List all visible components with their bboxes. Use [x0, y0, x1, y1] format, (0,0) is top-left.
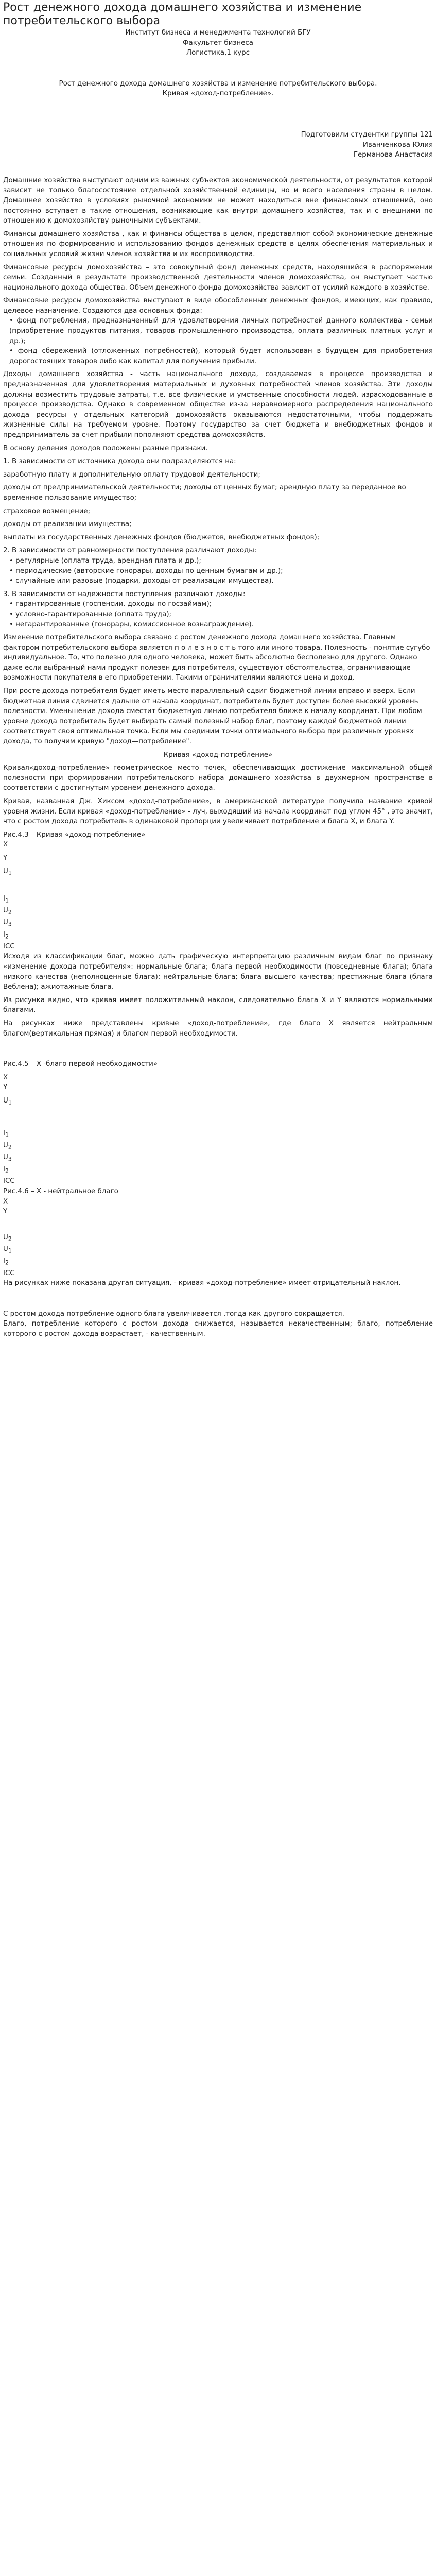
figure-1-labels	[3, 840, 433, 952]
fig-label: ICC	[3, 1177, 15, 1185]
fig-label: $I_2$	[3, 1165, 9, 1175]
bullet-item: • фонд сбережений (отложенных потребностей), который будет использован в будущем для приобретения дорогостоящих товаров либо как капитал для получения прибыли.	[9, 347, 433, 365]
page-title: Рост денежного дохода домашнего хозяйства и изменение потребительского выбора	[3, 1, 362, 27]
paragraph: Финансовые ресурсы домохозяйства выступают в виде обособленных денежных фондов, имеющих, как правило, целевое назначение. Создаются два основных фонда:	[3, 297, 433, 315]
fig-label: $U_1$	[3, 1097, 12, 1106]
paragraph: Доходы домашнего хозяйства - часть национального дохода, создаваемая в процессе производства и предназначенная для удовлетворения материальных и духовных потребностей членов хозяйства. Эти доходы должны возместить трудовые затраты, т.е. все физические и умственные способности людей, израсходованные в процессе производства. Однако в современном обществе из-за неравномерного распределения национального дохода ресурсы у отдельных категорий домохозяйств оказываются недостаточными, чтобы поддержать жизненные силы на требуемом уровне. Поэтому государство за счет бюджета и внебюджетных фондов и предприниматель за счет прибыли пополняют средства домохозяйств.	[3, 370, 433, 439]
paragraph: При росте дохода потребителя будет иметь место параллельный сдвиг бюджетной линии вправо и вверх. Если бюджетная линия сдвинется дальше от начала координат, потребитель будет доступен более высокий уровень полезности. Уменьшение дохода сместит бюджетную линию потребителя ближе к началу координат. При любом уровне дохода потребитель будет выбирать самый полезный набор благ, поэтому каждой бюджетной линии соответствует своя оптимальная точка. Если мы соединим точки оптимального выбора при различных уровнях дохода, то получим кривую "доход—потребление".	[3, 687, 422, 746]
paragraph: доходы от предпринимательской деятельности; доходы от ценных бумаг; арендную плату за переданное во временное пользование имущество;	[3, 484, 406, 502]
paragraph: доходы от реализации имущества;	[3, 520, 132, 529]
fig-label: $U_2$	[3, 1141, 12, 1151]
paragraph: Домашние хозяйства выступают одним из важных субъектов экономической деятельности, от результатов которой зависит не только благосостояние отдельной хозяйственной единицы, но и всего населения страны в целом. Домашнее хозяйство в условиях рыночной экономики не может находиться вне финансовых отношений, оно постоянно вступает в такие отношения, возникающие как внутри домашнего хозяйства, так и с внешними по отношению к домохозяйству рыночными субъектами.	[3, 176, 433, 225]
faculty-line: Факультет бизнеса	[183, 39, 253, 47]
fig-label: Y	[3, 854, 8, 862]
fig-label: $I_1$	[3, 1129, 9, 1139]
fig-label: $U_1$	[3, 1245, 12, 1255]
figure-2-labels	[3, 1070, 433, 1187]
document-page	[0, 1, 436, 1349]
fig-label: $U_3$	[3, 1153, 12, 1163]
fig-label: Y	[3, 1083, 8, 1092]
bullet-item: • случайные или разовые (подарки, доходы от реализации имущества).	[9, 577, 274, 585]
bullet-item: • гарантированные (госпенсии, доходы по госзаймам);	[9, 600, 212, 608]
paragraph: Кривая, названная Дж. Хиксом «доход-потребление», в американской литературе получила название кривой уровня жизни. Если кривая «доход-потребление» - луч, выходящий из начала координат под углом 45° , это значит, что с ростом дохода потребитель в одинаковой пропорции увеличивает потребление и блага X, и блага Y.	[3, 798, 433, 826]
paragraph: Изменение потребительского выбора связано с ростом денежного дохода домашнего хозяйства. Главным фактором потребительского выбора является п о л е з н о с т ь того или иного товара. Полезность - понятие сугубо индивидуальное. То, что полезно для одного человека, может быть абсолютно бесполезно для другого. Однако даже если выбранный нами продукт полезен для потребителя, существуют обстоятельства, ограничивающие возможности покупателя в его приобретении. Такими ограничителями являются цена и доход.	[3, 634, 430, 682]
prepared-by: Подготовили студентки группы 121	[301, 130, 433, 139]
figure-caption: Рис.4.6 – Х - нейтральное благо	[3, 1187, 118, 1195]
paragraph: 1. В зависимости от источника дохода они подразделяются на:	[3, 457, 236, 466]
fig-label: ICC	[3, 1269, 15, 1277]
paragraph: В основу деления доходов положены разные признаки.	[3, 444, 208, 452]
bullet-item: • негарантированные (гонорары, комиссионное вознаграждение).	[9, 620, 254, 629]
fig-label: $I_2$	[3, 930, 9, 940]
paragraph: На рисунках ниже представлены кривые «доход-потребление», где благо Х является нейтральным благом(вертикальная прямая) и благом первой необходимости.	[3, 1020, 433, 1038]
fig-label: $I_2$	[3, 1257, 9, 1266]
fig-label: X	[3, 1197, 8, 1206]
figure-3-labels	[3, 1197, 433, 1279]
paragraph: На рисунках ниже показана другая ситуация, - кривая «доход-потребление» имеет отрицательный наклон.	[3, 1279, 401, 1287]
fig-label: $U_3$	[3, 919, 12, 928]
paragraph: Кривая«доход-потребление»–геометрическое место точек, обеспечивающих достижение максимальной общей полезности при формировании потребительского набора домашнего хозяйства в двухмерном пространстве в соответствии с достигнутым уровнем денежного дохода.	[3, 764, 433, 792]
fig-label: X	[3, 1073, 8, 1081]
fig-label: $U_2$	[3, 1233, 12, 1243]
paragraph: 2. В зависимости от равномерности поступления различают доходы:	[3, 547, 257, 555]
figure-caption: Рис.4.3 – Кривая «доход-потребление»	[3, 831, 146, 839]
paragraph: заработную плату и дополнительную оплату трудовой деятельности;	[3, 470, 260, 479]
paragraph: Финансовые ресурсы домохозяйства – это совокупный фонд денежных средств, находящийся в распоряжении семьи. Созданный в результате производственной деятельности членов домохозяйства, он выступает частью национального дохода общества. Объем денежного фонда домохозяйства зависит от усилий каждого в хозяйстве.	[3, 263, 433, 292]
paragraph: выплаты из государственных денежных фондов (бюджетов, внебюджетных фондов);	[3, 533, 320, 541]
topic-line-1: Рост денежного дохода домашнего хозяйства и изменение потребительского выбора.	[59, 79, 377, 88]
bullet-item: • условно-гарантированные (оплата труда);	[9, 610, 172, 618]
bullet-item: • регулярные (оплата труда, арендная плата и др.);	[9, 556, 201, 565]
institute-line: Институт бизнеса и менеджмента технологий БГУ	[125, 29, 311, 37]
figure-caption: Рис.4.5 – Х -благо первой необходимости»	[3, 1060, 158, 1069]
bullet-item: • фонд потребления, предназначенный для удовлетворения личных потребностей данного коллектива - семьи (приобретение продуктов питания, товаров промышленного производства, оплата различных платных услуг и др.);	[9, 317, 433, 345]
topic-line-2: Кривая «доход-потребление».	[162, 90, 274, 98]
author-name-2: Германова Анастасия	[353, 151, 433, 159]
fig-label: Y	[3, 1208, 8, 1216]
fig-label: ICC	[3, 942, 15, 951]
section-heading: Кривая «доход-потребление»	[163, 751, 273, 759]
paragraph: страховое возмещение;	[3, 507, 91, 515]
fig-label: $U_2$	[3, 907, 12, 916]
fig-label: $U_1$	[3, 867, 12, 877]
course-line: Логистика,1 курс	[186, 49, 250, 57]
paragraph: Исходя из классификации благ, можно дать графическую интерпретацию различным видам благ по признаку «изменение дохода потребителя»: нормальные блага; блага первой необходимости (повседневные блага); блага низкого качества (неполноценные блага); нейтральные блага; блага высшего качества; престижные блага (блага Веблена); ажиотажные блага.	[3, 953, 433, 991]
author-name-1: Иванченкова Юлия	[362, 141, 433, 149]
paragraph: Финансы домашнего хозяйства , как и финансы общества в целом, представляют собой экономические денежные отношения по формированию и использованию фондов денежных средств в целях обеспечения материальных и социальных условий жизни членов хозяйства и их воспроизводства.	[3, 230, 433, 258]
fig-label: $I_1$	[3, 894, 9, 904]
paragraph: Благо, потребление которого с ростом дохода снижается, называется некачественным; благо, потребление которого с ростом дохода возрастает, - качественным.	[3, 1320, 433, 1338]
paragraph: 3. В зависимости от надежности поступления различают доходы:	[3, 590, 246, 598]
paragraph: С ростом дохода потребление одного блага увеличивается ,тогда как другого сокращается.	[3, 1310, 344, 1318]
bullet-item: • периодические (авторские гонорары, доходы по ценным бумагам и др.);	[9, 567, 283, 575]
fig-label: X	[3, 841, 8, 849]
paragraph: Из рисунка видно, что кривая имеет положительный наклон, следовательно блага X и Y являются нормальными благами.	[3, 996, 433, 1014]
